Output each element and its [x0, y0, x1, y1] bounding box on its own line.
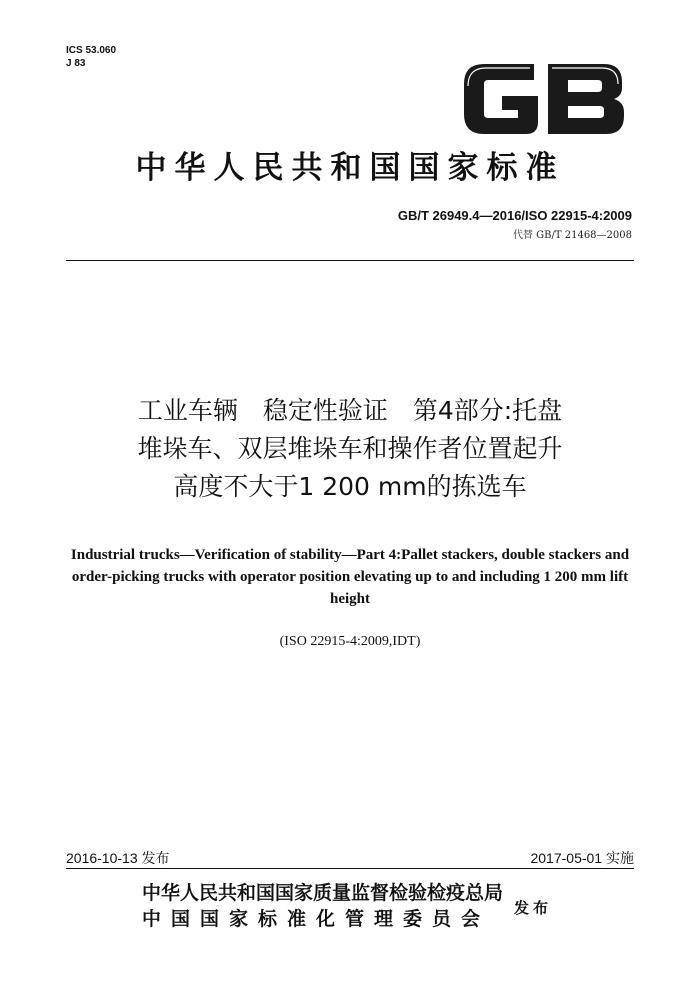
standard-number: GB/T 26949.4—2016/ISO 22915-4:2009	[397, 208, 632, 223]
chinese-title-line-2: 堆垛车、双层堆垛车和操作者位置起升	[137, 434, 563, 463]
top-divider	[66, 260, 634, 261]
bottom-divider	[66, 868, 634, 869]
chinese-title	[40, 392, 660, 506]
chinese-title-line-3: 高度不大于1 200 mm的拣选车	[173, 472, 527, 501]
ics-code: ICS 53.060	[66, 45, 117, 56]
iso-reference: (ISO 22915-4:2009,IDT)	[279, 634, 421, 649]
english-title: Industrial trucks—Verification of stability—Part 4:Pallet stackers, double stackers and order-picking trucks with operator position elevating up to and including 1 200 mm lift height	[70, 547, 630, 607]
chinese-title-line-1: 工业车辆 稳定性验证 第4部分:托盘	[137, 396, 563, 425]
replaces-standard: 代替 GB/T 21468—2008	[513, 230, 632, 241]
implementation-date: 2017-05-01 实施	[530, 850, 634, 866]
issuing-authorities	[142, 880, 503, 932]
ccs-code: J 83	[66, 58, 86, 69]
classification-codes	[66, 44, 116, 70]
gb-logo	[456, 52, 630, 146]
publish-label: 发布	[514, 899, 553, 917]
issue-date: 2016-10-13 发布	[66, 850, 170, 866]
national-standard-title: 中华人民共和国国家标准	[135, 150, 565, 186]
authority-line-1: 中华人民共和国国家质量监督检验检疫总局	[142, 882, 504, 904]
authority-line-2: 中国国家标准化管理委员会	[142, 908, 491, 930]
